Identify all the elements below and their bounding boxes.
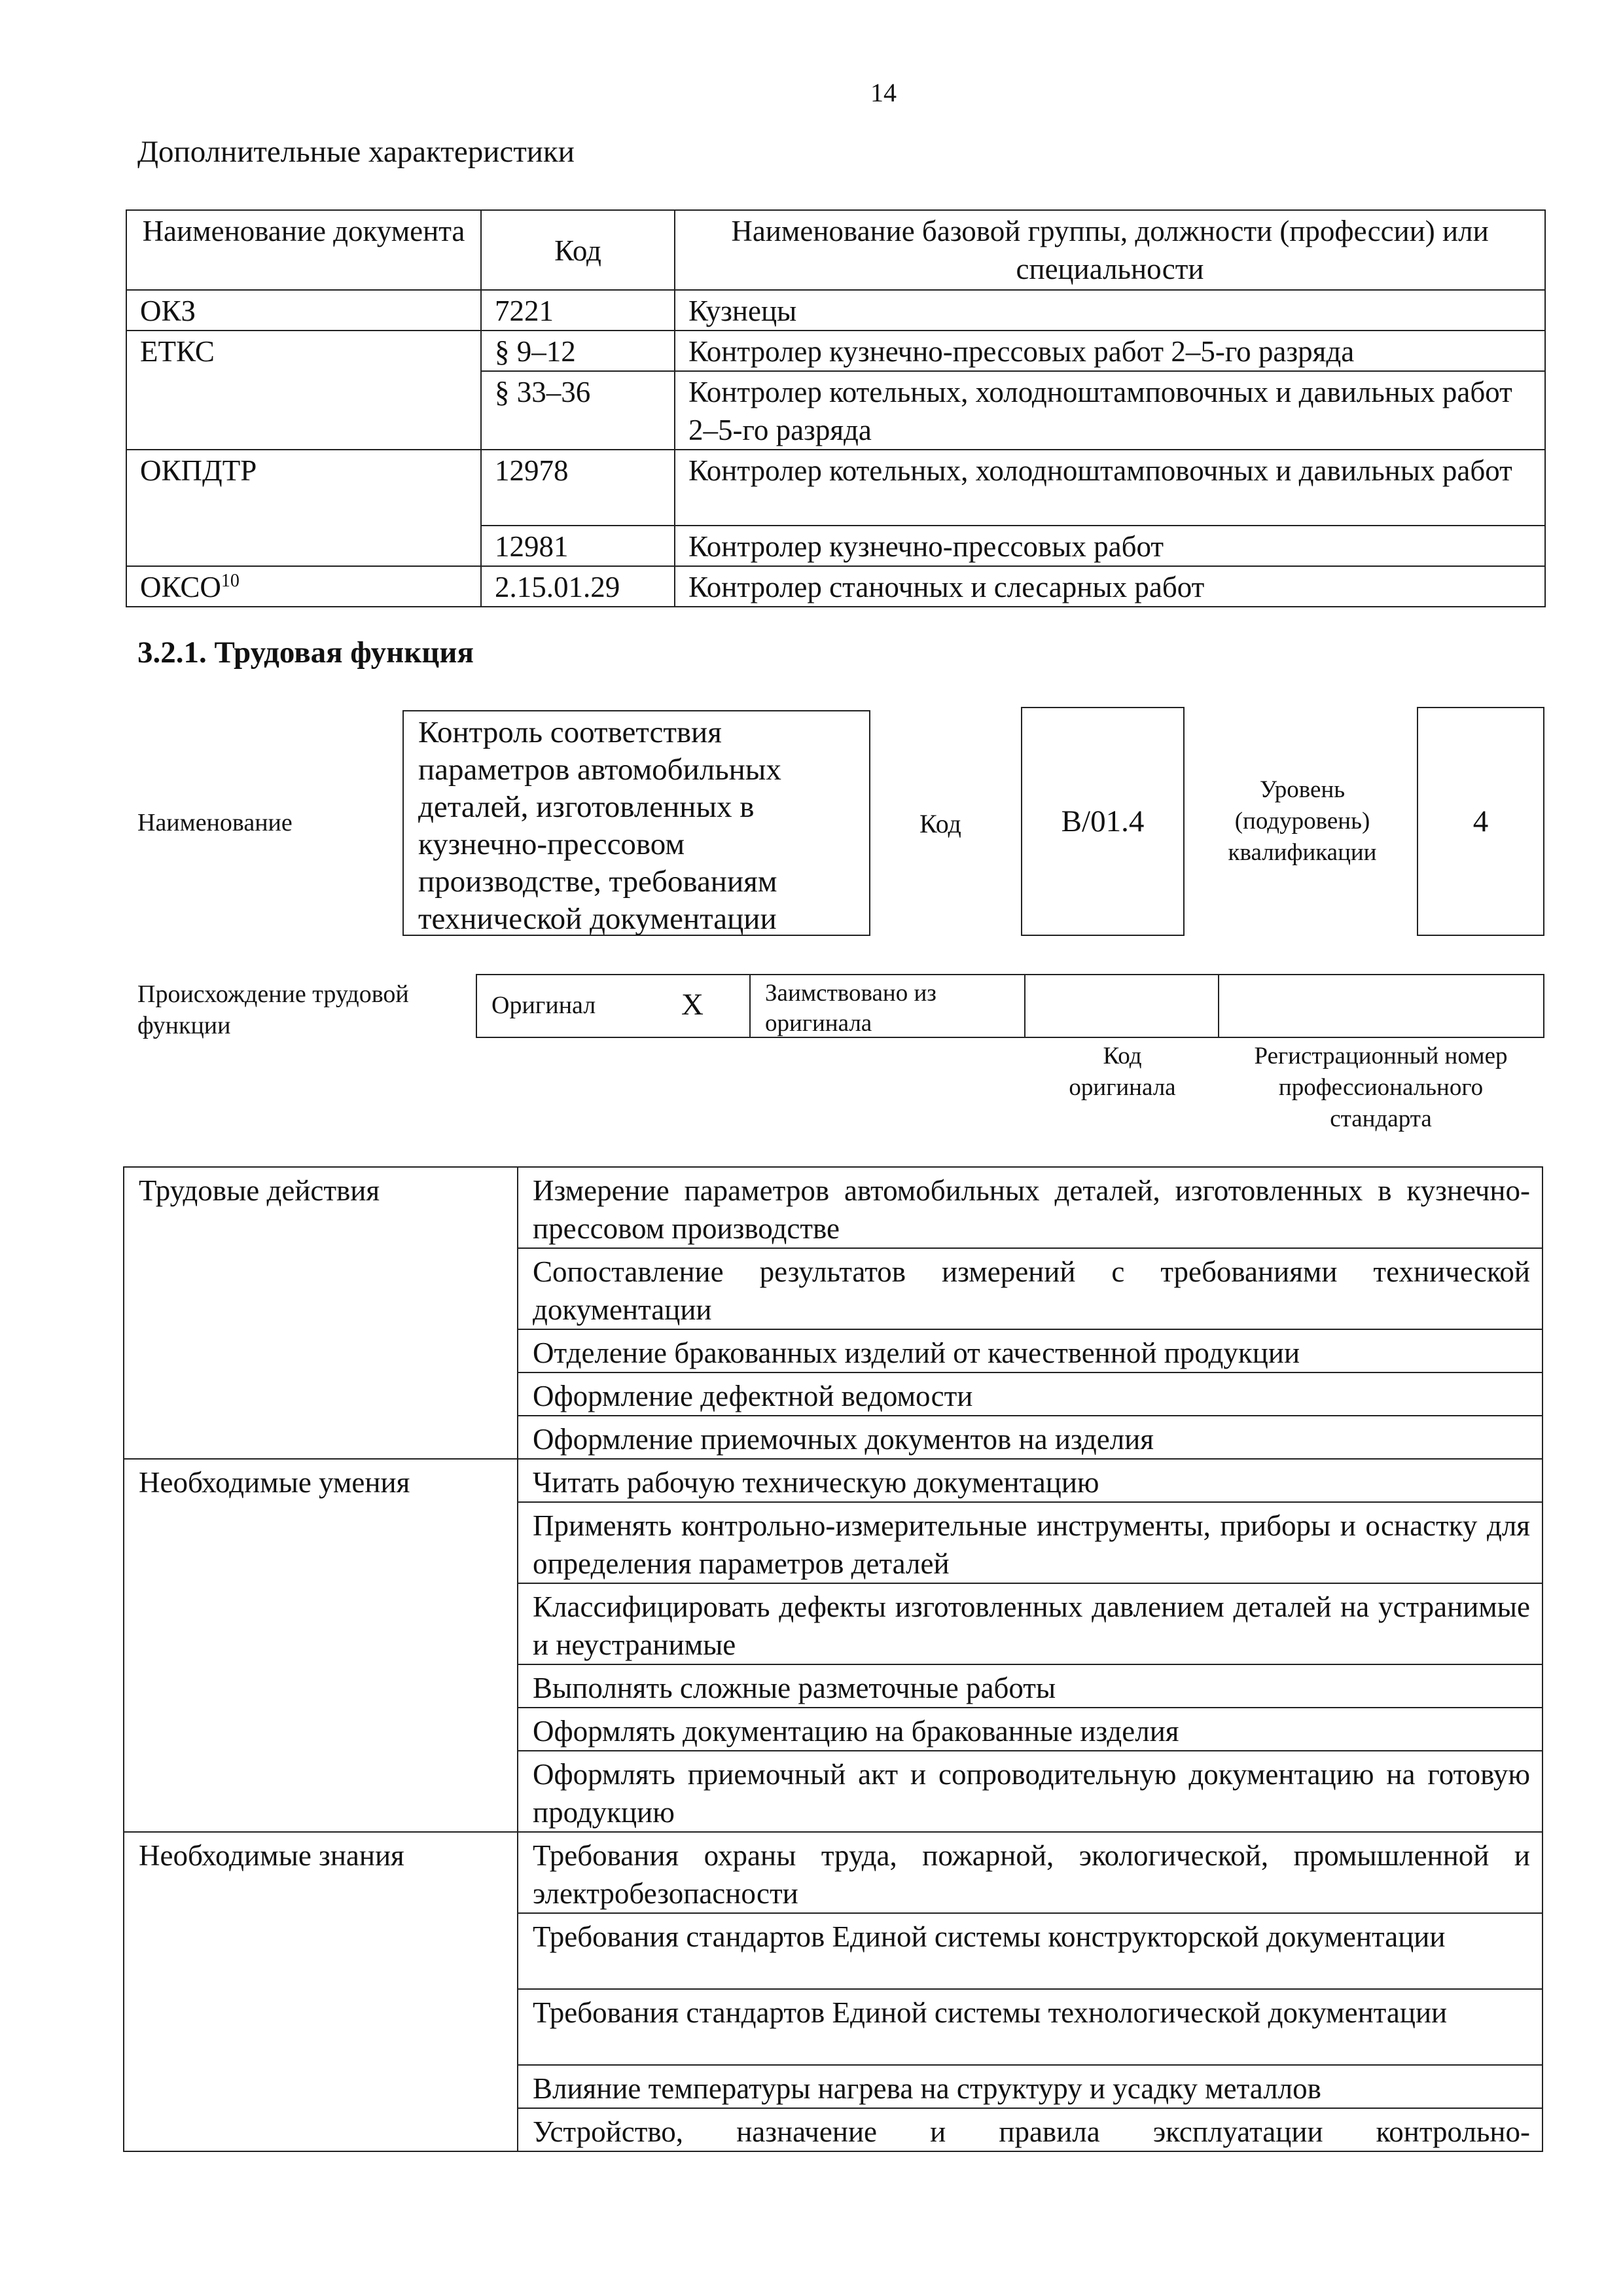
action-item: Измерение параметров автомобильных деталей, изготовленных в кузнечно-прессовом производстве: [518, 1167, 1543, 1248]
borrowed-cell: Заимствовано из оригинала: [749, 974, 1026, 1038]
origin-label: Происхождение трудовой функции: [137, 980, 409, 1039]
table-row: [124, 1459, 1543, 1502]
additional-characteristics-table: [126, 209, 1546, 607]
knowledge-item: Устройство, назначение и правила эксплуатации контрольно-: [518, 2108, 1543, 2151]
skills-label: Необходимые умения: [124, 1459, 518, 1832]
table-row: [126, 566, 1545, 607]
row-name: Контролер кузнечно-прессовых работ 2–5-го разряда: [675, 331, 1545, 371]
knowledge-item: Требования охраны труда, пожарной, экологической, промышленной и электробезопасности: [518, 1832, 1543, 1913]
row-code: 12981: [481, 526, 675, 566]
row-code: § 33–36: [481, 371, 675, 450]
row-doc: [126, 566, 481, 607]
code-label: Код: [919, 809, 961, 838]
row-doc: ОКЗ: [126, 290, 481, 331]
table-row: [126, 450, 1545, 526]
skill-item: Классифицировать дефекты изготовленных давлением деталей на устранимые и неустранимые: [518, 1583, 1543, 1664]
row-name: Контролер котельных, холодноштамповочных и давильных работ 2–5-го разряда: [675, 371, 1545, 450]
name-label: Наименование: [137, 809, 293, 836]
skill-item: Оформлять документацию на бракованные изделия: [518, 1708, 1543, 1751]
knowledge-item: Влияние температуры нагрева на структуру и усадку металлов: [518, 2065, 1543, 2108]
table-row: [126, 290, 1545, 331]
table-row: [124, 1167, 1543, 1248]
action-item: Оформление приемочных документов на изделия: [518, 1416, 1543, 1459]
row-doc: ОКПДТР: [126, 450, 481, 566]
labor-function-details-table: [123, 1166, 1543, 2152]
row-name: Контролер станочных и слесарных работ: [675, 566, 1545, 607]
additional-characteristics-title: Дополнительные характеристики: [137, 135, 575, 169]
labor-function-heading: 3.2.1. Трудовая функция: [137, 636, 474, 670]
row-doc: ЕТКС: [126, 331, 481, 450]
registration-number-caption: Регистрационный номер профессионального стандарта: [1254, 1043, 1508, 1132]
original-code-cell: [1024, 974, 1219, 1038]
row-name: Контролер котельных, холодноштамповочных и давильных работ: [675, 450, 1545, 526]
function-name-box: Контроль соответствия параметров автомобильных деталей, изготовленных в кузнечно-прессовом производстве, требованиям технической документации: [402, 710, 870, 936]
function-code-box: В/01.4: [1021, 707, 1185, 936]
row-code: 2.15.01.29: [481, 566, 675, 607]
footnote-ref: 10: [221, 571, 240, 591]
table-row: [124, 1832, 1543, 1913]
header-doc-name: Наименование документа: [126, 210, 481, 290]
row-code: 7221: [481, 290, 675, 331]
skill-item: Выполнять сложные разметочные работы: [518, 1664, 1543, 1708]
registration-number-cell: [1218, 974, 1544, 1038]
original-code-caption: Код оригинала: [1069, 1043, 1176, 1101]
qualification-level-label: Уровень (подуровень) квалификации: [1228, 776, 1377, 866]
row-name: Контролер кузнечно-прессовых работ: [675, 526, 1545, 566]
skill-item: Читать рабочую техническую документацию: [518, 1459, 1543, 1502]
knowledge-item: Требования стандартов Единой системы технологической документации: [518, 1989, 1543, 2065]
skill-item: Оформлять приемочный акт и сопроводительную документацию на готовую продукцию: [518, 1751, 1543, 1832]
table-header-row: [126, 210, 1545, 290]
table-row: [126, 331, 1545, 371]
original-mark: X: [681, 988, 704, 1022]
okso-text: ОКСО: [140, 571, 221, 603]
row-code: § 9–12: [481, 331, 675, 371]
header-code: Код: [481, 210, 675, 290]
original-label: Оригинал: [491, 992, 596, 1019]
action-item: Сопоставление результатов измерений с требованиями технической документации: [518, 1248, 1543, 1329]
actions-label: Трудовые действия: [124, 1167, 518, 1459]
row-code: 12978: [481, 450, 675, 526]
original-cell: [476, 974, 751, 1038]
qualification-level-box: 4: [1417, 707, 1544, 936]
page-number: 14: [870, 78, 897, 107]
header-group-name: Наименование базовой группы, должности (профессии) или специальности: [675, 210, 1545, 290]
row-name: Кузнецы: [675, 290, 1545, 331]
knowledge-item: Требования стандартов Единой системы конструкторской документации: [518, 1913, 1543, 1989]
knowledge-label: Необходимые знания: [124, 1832, 518, 2151]
skill-item: Применять контрольно-измерительные инструменты, приборы и оснастку для определения параметров деталей: [518, 1502, 1543, 1583]
action-item: Отделение бракованных изделий от качественной продукции: [518, 1329, 1543, 1372]
action-item: Оформление дефектной ведомости: [518, 1372, 1543, 1416]
